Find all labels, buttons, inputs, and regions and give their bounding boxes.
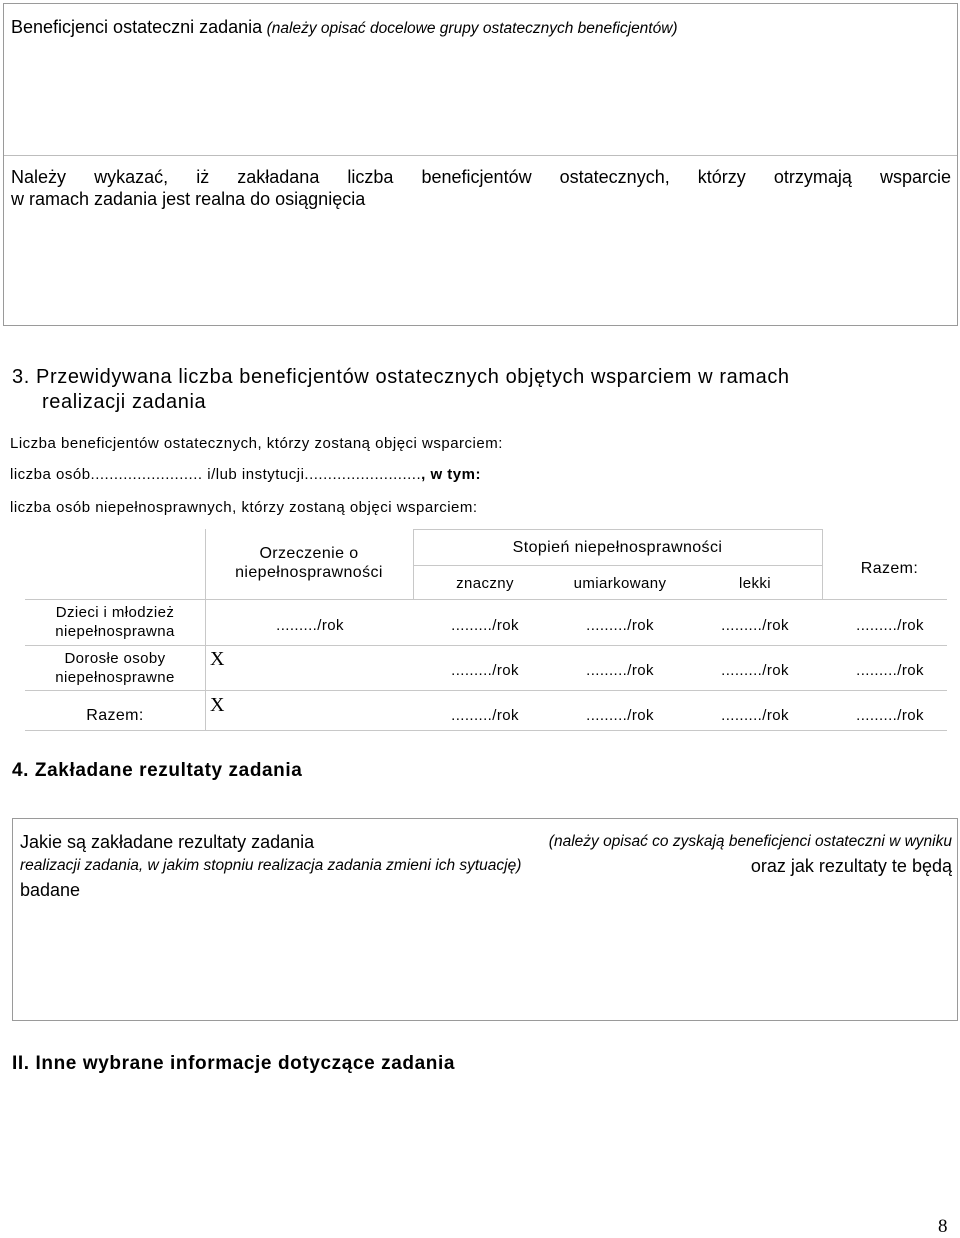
row-children-label-line1: Dzieci i młodzież — [55, 604, 175, 621]
row-adults-cert-x: X — [210, 648, 225, 670]
section2-heading: II. Inne wybrane informacje dotyczące zadania — [12, 1053, 456, 1074]
beneficiaries-label-line — [11, 16, 678, 38]
row-children-cert[interactable]: ........./rok — [276, 617, 344, 634]
header-degree: Stopień niepełnosprawności — [512, 539, 723, 556]
header-significant: znaczny — [456, 575, 514, 592]
realistic-text-line2: w ramach zadania jest realna do osiągnięcia — [11, 189, 366, 209]
header-certificate-line2: niepełnosprawności — [235, 564, 383, 581]
including-label: , w tym: — [421, 466, 481, 483]
table-hline-top — [413, 529, 822, 530]
table-vline-3 — [822, 529, 823, 599]
header-certificate-line1: Orzeczenie o — [259, 545, 359, 562]
row-adults-label — [25, 649, 205, 687]
row-total-light[interactable]: ........./rok — [721, 707, 789, 724]
section4-heading: 4. Zakładane rezultaty zadania — [12, 760, 303, 781]
beneficiaries-box[interactable] — [3, 3, 958, 326]
row-children-moderate[interactable]: ........./rok — [586, 617, 654, 634]
header-moderate: umiarkowany — [573, 575, 667, 592]
persons-institutions-fields[interactable]: liczba osób........................ i/lub instytucji......................... — [10, 466, 422, 483]
row-children-label — [25, 603, 205, 641]
row-children-label-line2: niepełnosprawna — [55, 623, 175, 640]
beneficiaries-label: Beneficjenci ostateczni zadania — [11, 17, 263, 37]
row-adults-label-line2: niepełnosprawne — [55, 669, 175, 686]
beneficiaries-hint: (należy opisać docelowe grupy ostatecznych beneficjentów) — [266, 20, 678, 37]
results-question-line2 — [20, 855, 952, 877]
results-question-hint1: (należy opisać co zyskają beneficjenci ostateczni w wyniku — [548, 833, 952, 850]
header-light: lekki — [738, 575, 771, 592]
row-total-significant[interactable]: ........./rok — [451, 707, 519, 724]
results-question-line1 — [20, 831, 952, 853]
row-adults-significant[interactable]: ........./rok — [451, 662, 519, 679]
results-question-line3: badane — [20, 880, 81, 900]
page-number: 8 — [938, 1216, 948, 1237]
table-hline-row1 — [25, 645, 947, 646]
row-children-light[interactable]: ........./rok — [721, 617, 789, 634]
beneficiaries-count-label: Liczba beneficjentów ostatecznych, którzy zostaną objęci wsparciem: — [10, 435, 503, 452]
header-certificate — [205, 544, 413, 582]
table-hline-header — [25, 599, 947, 600]
table-hline-row2 — [25, 690, 947, 691]
row-adults-total[interactable]: ........./rok — [856, 662, 924, 679]
row-total-label: Razem: — [86, 707, 144, 724]
table-hline-bottom — [25, 730, 947, 731]
section3-heading-line1: 3. Przewidywana liczba beneficjentów ostatecznych objętych wsparciem w ramach — [12, 366, 790, 388]
realistic-text-line1: Należy wykazać, iż zakładana liczba beneficjentów ostatecznych, którzy otrzymają wsparcie — [11, 167, 951, 187]
results-question-start: Jakie są zakładane rezultaty zadania — [20, 832, 315, 852]
row-total-moderate[interactable]: ........./rok — [586, 707, 654, 724]
results-question-end: oraz jak rezultaty te będą — [750, 856, 952, 876]
row-adults-label-line1: Dorosłe osoby — [64, 650, 166, 667]
beneficiaries-divider — [4, 155, 957, 156]
results-question-hint2: realizacji zadania, w jakim stopniu realizacja zadania zmieni ich sytuację) — [20, 857, 522, 874]
row-total-total[interactable]: ........./rok — [856, 707, 924, 724]
row-children-total[interactable]: ........./rok — [856, 617, 924, 634]
section3-heading-line2: realizacji zadania — [42, 391, 207, 413]
table-hline-sub — [413, 565, 822, 566]
persons-institutions-line — [10, 466, 481, 483]
row-adults-light[interactable]: ........./rok — [721, 662, 789, 679]
disabled-count-label: liczba osób niepełnosprawnych, którzy zostaną objęci wsparciem: — [10, 499, 478, 516]
row-total-cert-x: X — [210, 694, 225, 716]
header-total: Razem: — [860, 560, 919, 577]
row-children-significant[interactable]: ........./rok — [451, 617, 519, 634]
row-adults-moderate[interactable]: ........./rok — [586, 662, 654, 679]
